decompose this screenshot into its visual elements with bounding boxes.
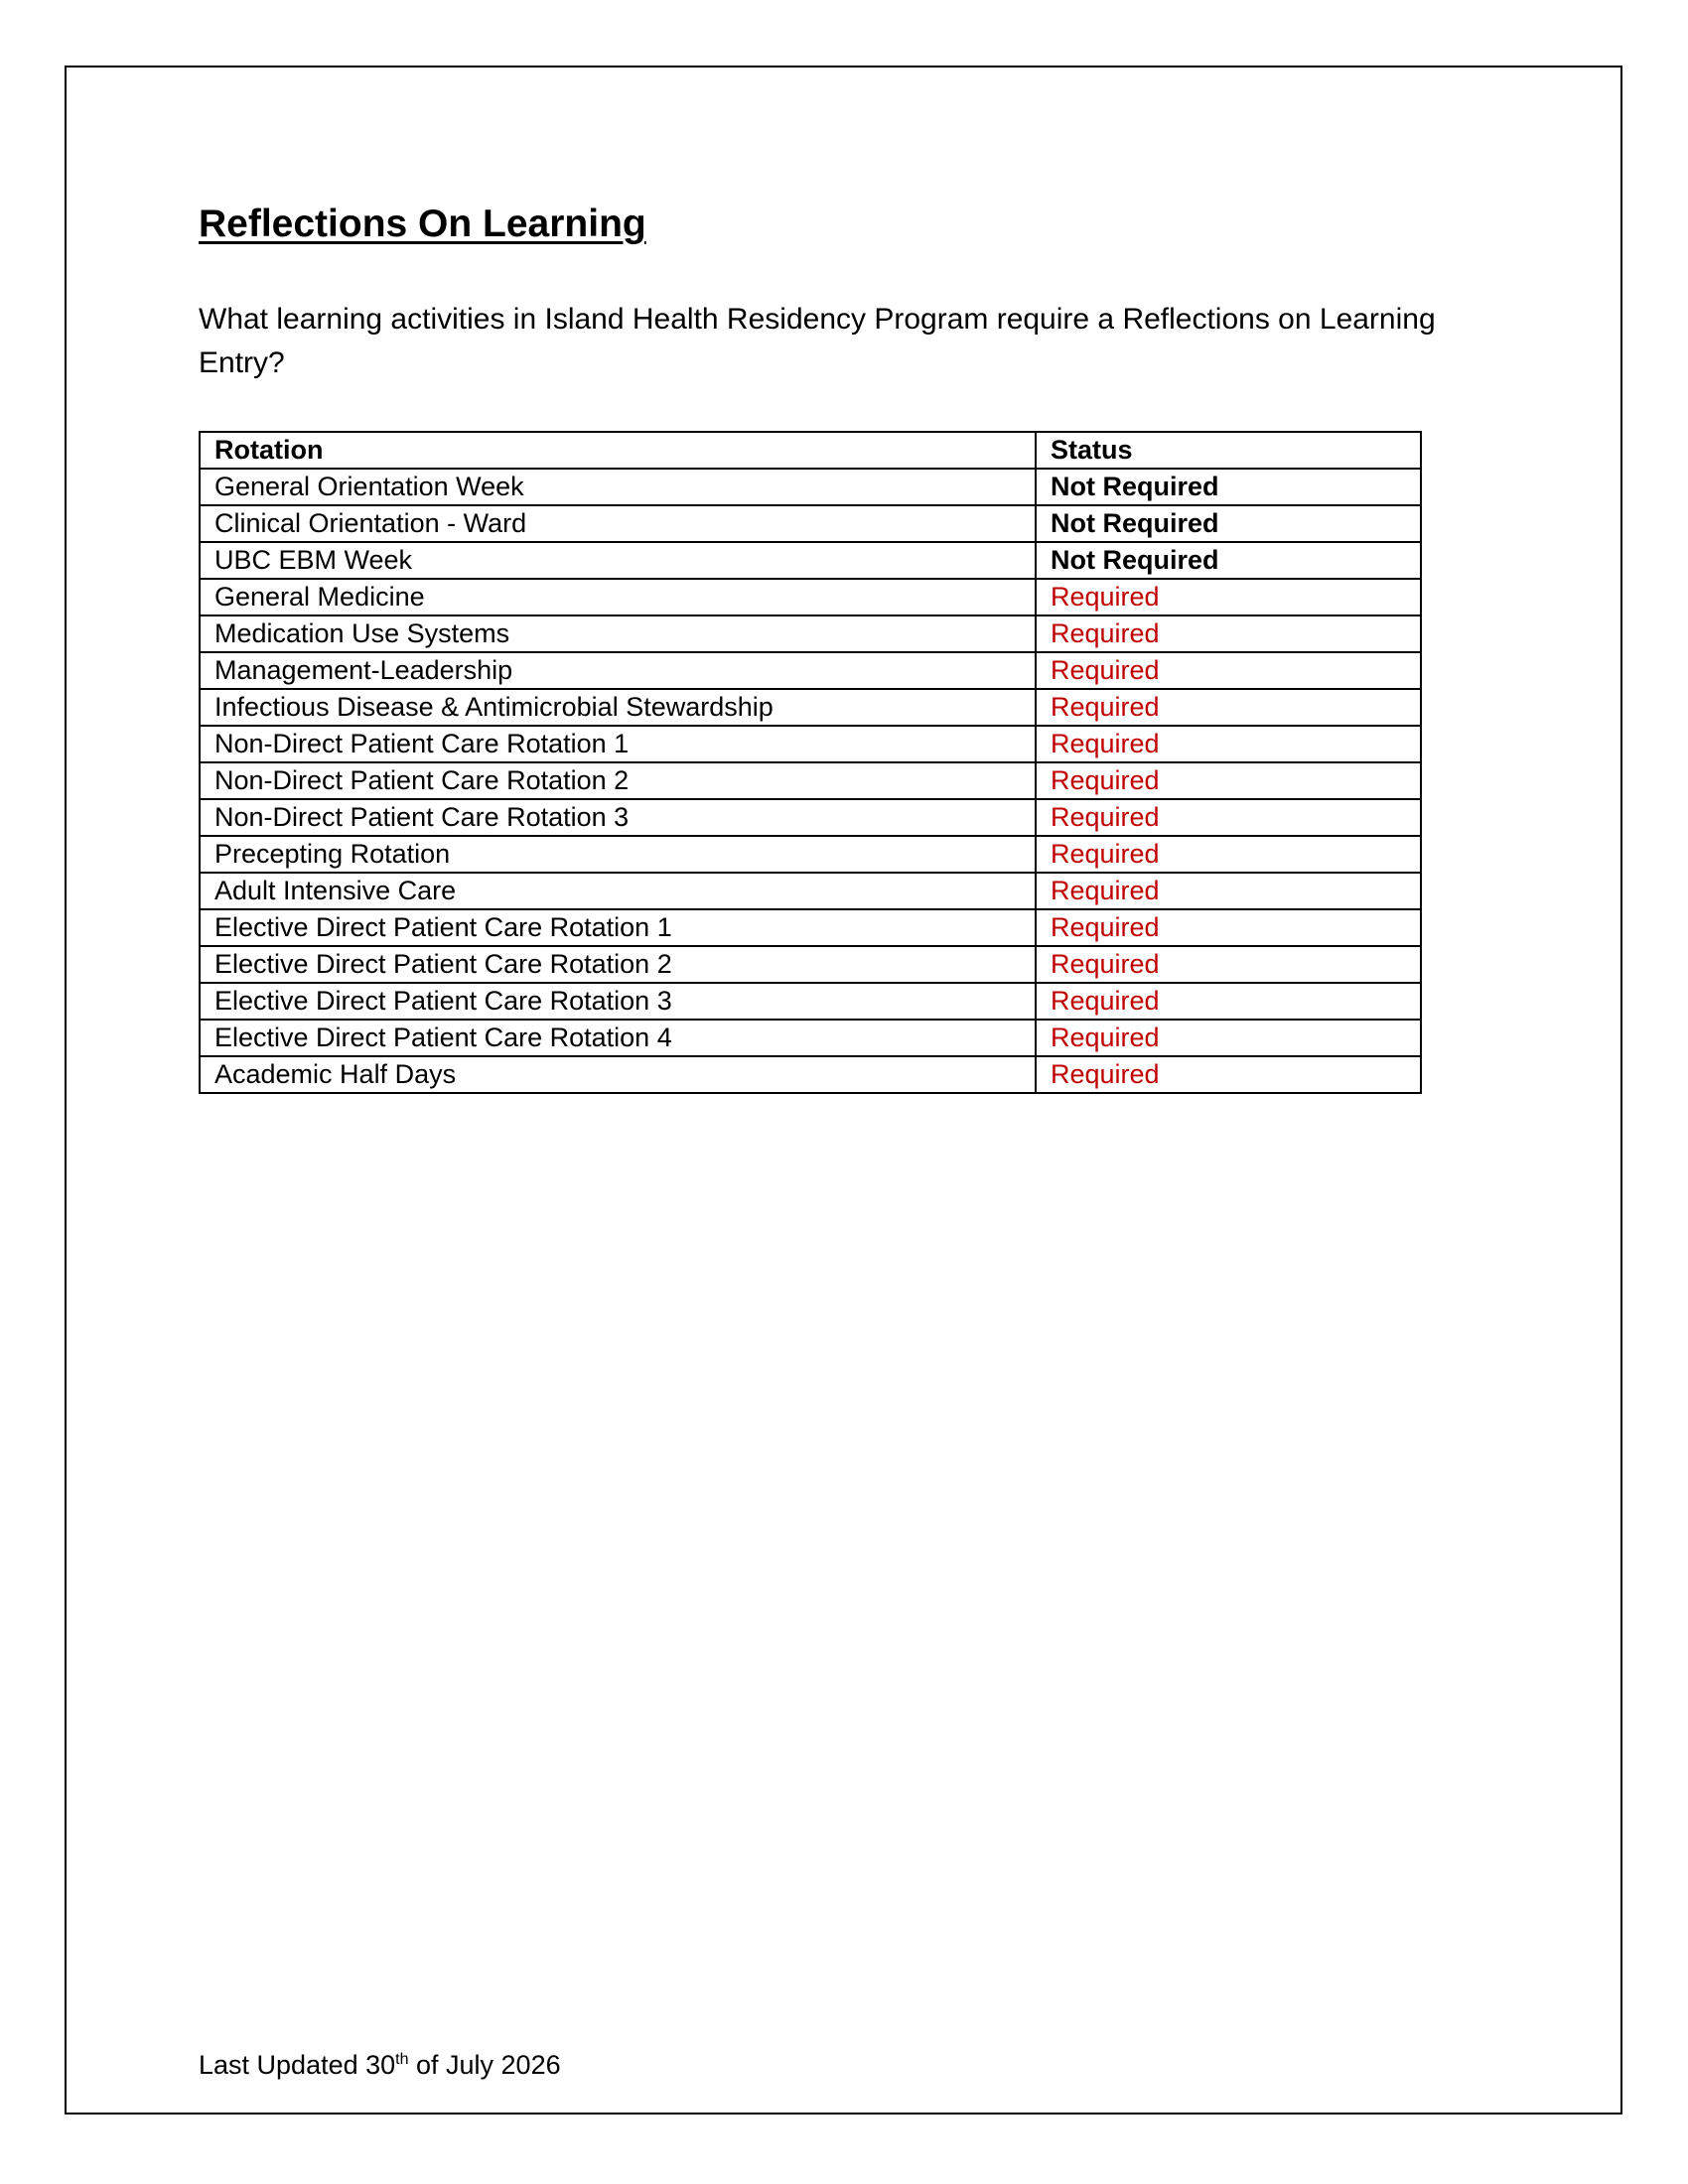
intro-question: What learning activities in Island Health Residency Program require a Reflections on Learning Entry?: [199, 303, 1436, 379]
table-row: [200, 1020, 1421, 1056]
last-updated-ordinal: th: [395, 2051, 409, 2068]
status-cell: Required: [1036, 579, 1421, 615]
status-cell: Required: [1036, 799, 1421, 836]
table-row: [200, 873, 1421, 909]
last-updated: [199, 2045, 561, 2085]
rotation-cell: Precepting Rotation: [200, 836, 1036, 873]
table-row: [200, 909, 1421, 946]
table-row: [200, 469, 1421, 505]
header-rotation: Rotation: [200, 432, 1036, 469]
rotation-cell: Clinical Orientation - Ward: [200, 505, 1036, 542]
rotation-cell: Elective Direct Patient Care Rotation 1: [200, 909, 1036, 946]
table-row: [200, 579, 1421, 615]
status-cell: Required: [1036, 946, 1421, 983]
status-cell: Not Required: [1036, 505, 1421, 542]
status-cell: Required: [1036, 726, 1421, 762]
table-row: [200, 946, 1421, 983]
last-updated-prefix: Last Updated 30: [199, 2050, 396, 2080]
status-cell: Not Required: [1036, 469, 1421, 505]
page-title: Reflections On Learning: [199, 203, 646, 245]
status-cell: Required: [1036, 762, 1421, 799]
rotation-cell: Academic Half Days: [200, 1056, 1036, 1093]
table-row: [200, 505, 1421, 542]
table-row: [200, 542, 1421, 579]
status-cell: Required: [1036, 615, 1421, 652]
rotation-cell: General Orientation Week: [200, 469, 1036, 505]
table-row: [200, 615, 1421, 652]
status-cell: Required: [1036, 1020, 1421, 1056]
table-row: [200, 799, 1421, 836]
status-cell: Required: [1036, 983, 1421, 1020]
table-row: [200, 726, 1421, 762]
rotation-cell: Management-Leadership: [200, 652, 1036, 689]
status-cell: Not Required: [1036, 542, 1421, 579]
table-row: [200, 836, 1421, 873]
rotation-cell: Elective Direct Patient Care Rotation 3: [200, 983, 1036, 1020]
table-row: [200, 762, 1421, 799]
rotation-cell: Adult Intensive Care: [200, 873, 1036, 909]
rotation-cell: Elective Direct Patient Care Rotation 4: [200, 1020, 1036, 1056]
rotation-table: [199, 431, 1422, 1094]
table-header-row: [200, 432, 1421, 469]
header-status: Status: [1036, 432, 1421, 469]
table-row: [200, 1056, 1421, 1093]
status-cell: Required: [1036, 836, 1421, 873]
table-row: [200, 652, 1421, 689]
last-updated-suffix: of July 2026: [408, 2050, 561, 2080]
rotation-cell: Medication Use Systems: [200, 615, 1036, 652]
rotation-cell: Non-Direct Patient Care Rotation 1: [200, 726, 1036, 762]
rotation-cell: Elective Direct Patient Care Rotation 2: [200, 946, 1036, 983]
status-cell: Required: [1036, 873, 1421, 909]
table-body: [200, 469, 1421, 1093]
table-row: [200, 983, 1421, 1020]
table-row: [200, 689, 1421, 726]
status-cell: Required: [1036, 1056, 1421, 1093]
rotation-cell: Infectious Disease & Antimicrobial Stewardship: [200, 689, 1036, 726]
rotation-cell: UBC EBM Week: [200, 542, 1036, 579]
rotation-cell: Non-Direct Patient Care Rotation 2: [200, 762, 1036, 799]
status-cell: Required: [1036, 689, 1421, 726]
status-cell: Required: [1036, 909, 1421, 946]
status-cell: Required: [1036, 652, 1421, 689]
rotation-cell: General Medicine: [200, 579, 1036, 615]
rotation-cell: Non-Direct Patient Care Rotation 3: [200, 799, 1036, 836]
